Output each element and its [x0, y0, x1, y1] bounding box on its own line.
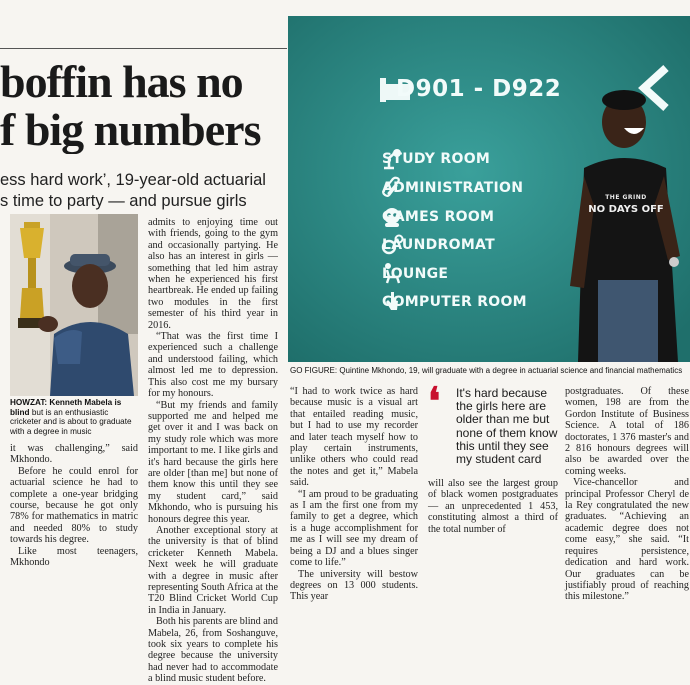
paragraph: “But my friends and family supported me and helped me get over it and I was back on my study role which was more important to me. I like girls and it's hard because the girls here are older [than me] but none of them know this until they see my student card,” said Mkhondo, who is pursuing his honours degree this year.: [148, 399, 278, 525]
shirt-big-print: NO DAYS OFF: [588, 204, 664, 215]
directory-item-laundromat: LAUNDROMAT: [382, 237, 495, 253]
caption-rest: but is an enthusiastic cricketer and is about to graduate with a degree in music: [10, 407, 132, 436]
caption-lead: HOWZAT: Kenneth Mabela is blind: [10, 398, 122, 417]
article-column-4: [428, 478, 558, 535]
paragraph: Another exceptional story at the university is that of blind cricketer Kenneth Mabela. Next week he will graduate with a degree in music after representing South Africa at the T20 Blind Cricket World Cup in India in January.: [148, 524, 278, 616]
paragraph: “I had to work twice as hard because music is a visual art that entailed reading music, but I had to use my recorder and later teach myself how to play certain instruments, unlike others who could read the notes and get it,” Mabela said.: [290, 386, 418, 489]
quote-mark-icon: ❛: [428, 378, 441, 423]
paragraph: admits to enjoying time out with friends, going to the gym and occasionally partying. He also has an interest in girls — something that led him astray when he experienced his first heartbreak. He ended up failing two modules in the first semester of his third year in 2016.: [148, 217, 278, 331]
directory-item-study-room: STUDY ROOM: [382, 151, 491, 167]
directory-item-computer-room: COMPUTER ROOM: [382, 294, 527, 310]
pull-quote-text: It's hard because the girls here are older than me but none of them know this until they see my student card: [456, 386, 558, 467]
standfirst-line-2: s time to party — and pursue girls: [0, 192, 247, 210]
paragraph: Before he could enrol for actuarial science he had to complete a one-year bridging course, because he got only 78% for mathematics in matric and needed 80% to study towards his degree.: [10, 465, 138, 546]
paragraph: postgraduates. Of these women, 198 are from the Gordon Institute of Business Science. A total of 186 doctorates, 1 376 master's and 2 816 honours degrees will also be awarded over the coming weeks.: [565, 386, 689, 477]
directory-item-administration: ADMINISTRATION: [382, 180, 524, 196]
article-column-1: [10, 443, 138, 568]
paragraph: Like most teenagers, Mkhondo: [10, 545, 138, 569]
paragraph: Both his parents are blind and Mabela, 26, from Soshanguve, took six years to complete his degree because the university had never had to accommodate a blind music student before.: [148, 616, 278, 685]
cricketer-photo-illustration: [10, 214, 138, 396]
standfirst: [0, 170, 285, 212]
headline-line-1: boffin has no: [0, 58, 243, 107]
paragraph: Vice-chancellor and principal Professor Cheryl de la Rey congratulated the new graduates. “Achieving an academic degree does not come easy,” she said. “It requires persistence, dedication and hard work. Our graduates can be justifiably proud of reaching this milestone.”: [565, 477, 689, 603]
headline: [0, 58, 287, 154]
paragraph: will also see the largest group of black women postgraduates — an unprecedented 1 453, constituting almost a third of the total number of: [428, 478, 558, 535]
paragraph: The university will bestow degrees on 13 000 students. This year: [290, 568, 418, 603]
paragraph: “I am proud to be graduating as I am the first one from my family to get a degree, which is a huge accomplishment for me as I will see my dream of being a DJ and a blues singer come to life.”: [290, 488, 418, 569]
headline-rule: [0, 48, 287, 49]
room-range-sign: D901 - D922: [396, 76, 562, 102]
directory-item-games-room: GAMES ROOM: [382, 209, 495, 225]
article-column-5: [565, 386, 689, 603]
directory-item-lounge: LOUNGE: [382, 266, 449, 282]
corridor-photo: [288, 16, 690, 362]
paragraph: it was challenging,” said Mkhondo.: [10, 443, 138, 466]
cricketer-photo: [10, 214, 138, 396]
headline-line-2: f big numbers: [0, 104, 261, 154]
article-column-3: [290, 386, 418, 603]
cricketer-photo-caption: [10, 398, 138, 436]
corridor-photo-caption: GO FIGURE: Quintine Mkhondo, 19, will graduate with a degree in actuarial science and financial mathematics: [290, 366, 683, 375]
standfirst-line-1: ess hard work’, 19-year-old actuarial: [0, 171, 266, 189]
paragraph: “That was the first time I experienced such a challenge and understood failing, which almost led me to depression. This also cost me my bursary for my honours.: [148, 331, 278, 400]
shirt-small-print: THE GRIND: [605, 194, 647, 201]
article-column-2: [148, 217, 278, 685]
